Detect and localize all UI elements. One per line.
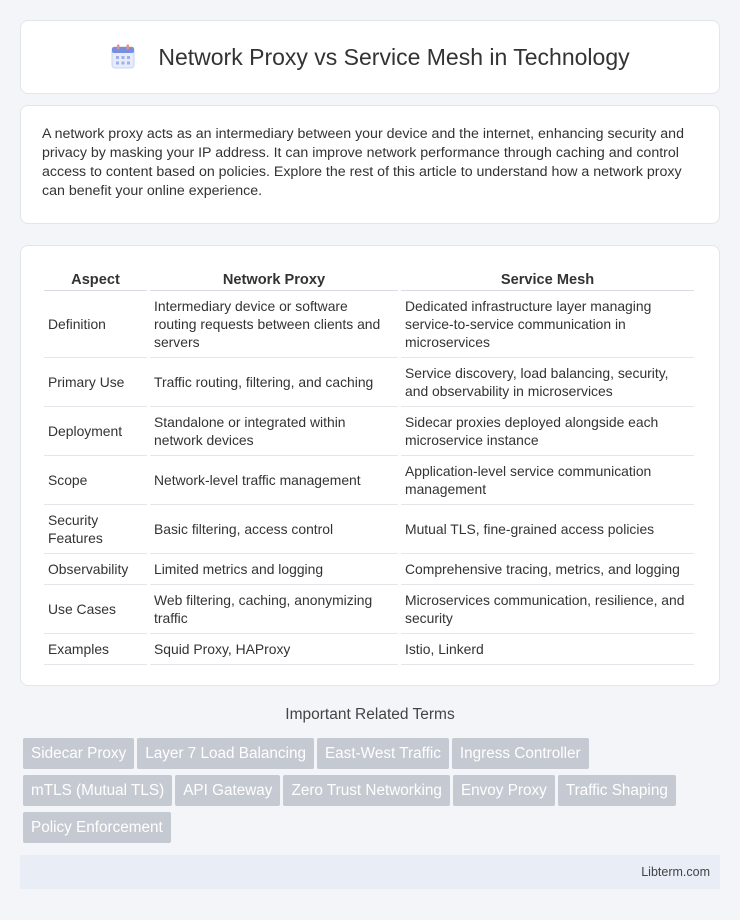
row-aspect: Observability <box>44 554 147 585</box>
row-network-proxy: Network-level traffic management <box>150 456 398 505</box>
table-row <box>44 456 694 505</box>
column-header-network-proxy: Network Proxy <box>150 264 398 291</box>
row-network-proxy: Standalone or integrated within network devices <box>150 407 398 456</box>
calendar-icon <box>110 44 136 70</box>
table-row <box>44 634 694 665</box>
row-network-proxy: Limited metrics and logging <box>150 554 398 585</box>
table-row <box>44 407 694 456</box>
row-service-mesh: Dedicated infrastructure layer managing service-to-service communication in microservices <box>401 291 694 358</box>
row-aspect: Security Features <box>44 505 147 554</box>
row-service-mesh: Mutual TLS, fine-grained access policies <box>401 505 694 554</box>
header-card <box>20 20 720 94</box>
term-tag[interactable]: East-West Traffic <box>317 738 449 769</box>
term-tag[interactable]: Policy Enforcement <box>23 812 171 843</box>
comparison-card <box>20 245 720 686</box>
row-aspect: Use Cases <box>44 585 147 634</box>
footer <box>20 855 720 889</box>
page-title: Network Proxy vs Service Mesh in Technology <box>158 43 630 70</box>
row-network-proxy: Basic filtering, access control <box>150 505 398 554</box>
row-aspect: Definition <box>44 291 147 358</box>
table-row <box>44 554 694 585</box>
row-network-proxy: Squid Proxy, HAProxy <box>150 634 398 665</box>
table-row <box>44 291 694 358</box>
term-tag[interactable]: Traffic Shaping <box>558 775 676 806</box>
table-header-row <box>44 264 694 291</box>
table-row <box>44 358 694 407</box>
row-network-proxy: Web filtering, caching, anonymizing traffic <box>150 585 398 634</box>
row-aspect: Primary Use <box>44 358 147 407</box>
related-terms-title: Important Related Terms <box>285 706 455 723</box>
row-service-mesh: Istio, Linkerd <box>401 634 694 665</box>
row-service-mesh: Comprehensive tracing, metrics, and logging <box>401 554 694 585</box>
row-aspect: Scope <box>44 456 147 505</box>
comparison-table <box>41 264 697 665</box>
row-service-mesh: Sidecar proxies deployed alongside each microservice instance <box>401 407 694 456</box>
related-terms-list <box>23 738 723 849</box>
intro-text: A network proxy acts as an intermediary between your device and the internet, enhancing security and privacy by masking your IP address. It can improve network performance through caching and control access to content based on policies. Explore the rest of this article to understand how a network proxy can benefit your online experience. <box>42 126 684 199</box>
row-aspect: Deployment <box>44 407 147 456</box>
row-service-mesh: Service discovery, load balancing, security, and observability in microservices <box>401 358 694 407</box>
row-network-proxy: Traffic routing, filtering, and caching <box>150 358 398 407</box>
intro-card <box>20 105 720 224</box>
term-tag[interactable]: mTLS (Mutual TLS) <box>23 775 172 806</box>
column-header-service-mesh: Service Mesh <box>401 264 694 291</box>
table-row <box>44 505 694 554</box>
row-service-mesh: Application-level service communication management <box>401 456 694 505</box>
table-row <box>44 585 694 634</box>
row-service-mesh: Microservices communication, resilience, and security <box>401 585 694 634</box>
term-tag[interactable]: Layer 7 Load Balancing <box>137 738 314 769</box>
term-tag[interactable]: Zero Trust Networking <box>283 775 449 806</box>
term-tag[interactable]: Envoy Proxy <box>453 775 555 806</box>
footer-site-link[interactable]: Libterm.com <box>641 865 710 879</box>
row-aspect: Examples <box>44 634 147 665</box>
term-tag[interactable]: API Gateway <box>175 775 280 806</box>
term-tag[interactable]: Ingress Controller <box>452 738 589 769</box>
term-tag[interactable]: Sidecar Proxy <box>23 738 134 769</box>
column-header-aspect: Aspect <box>44 264 147 291</box>
row-network-proxy: Intermediary device or software routing requests between clients and servers <box>150 291 398 358</box>
